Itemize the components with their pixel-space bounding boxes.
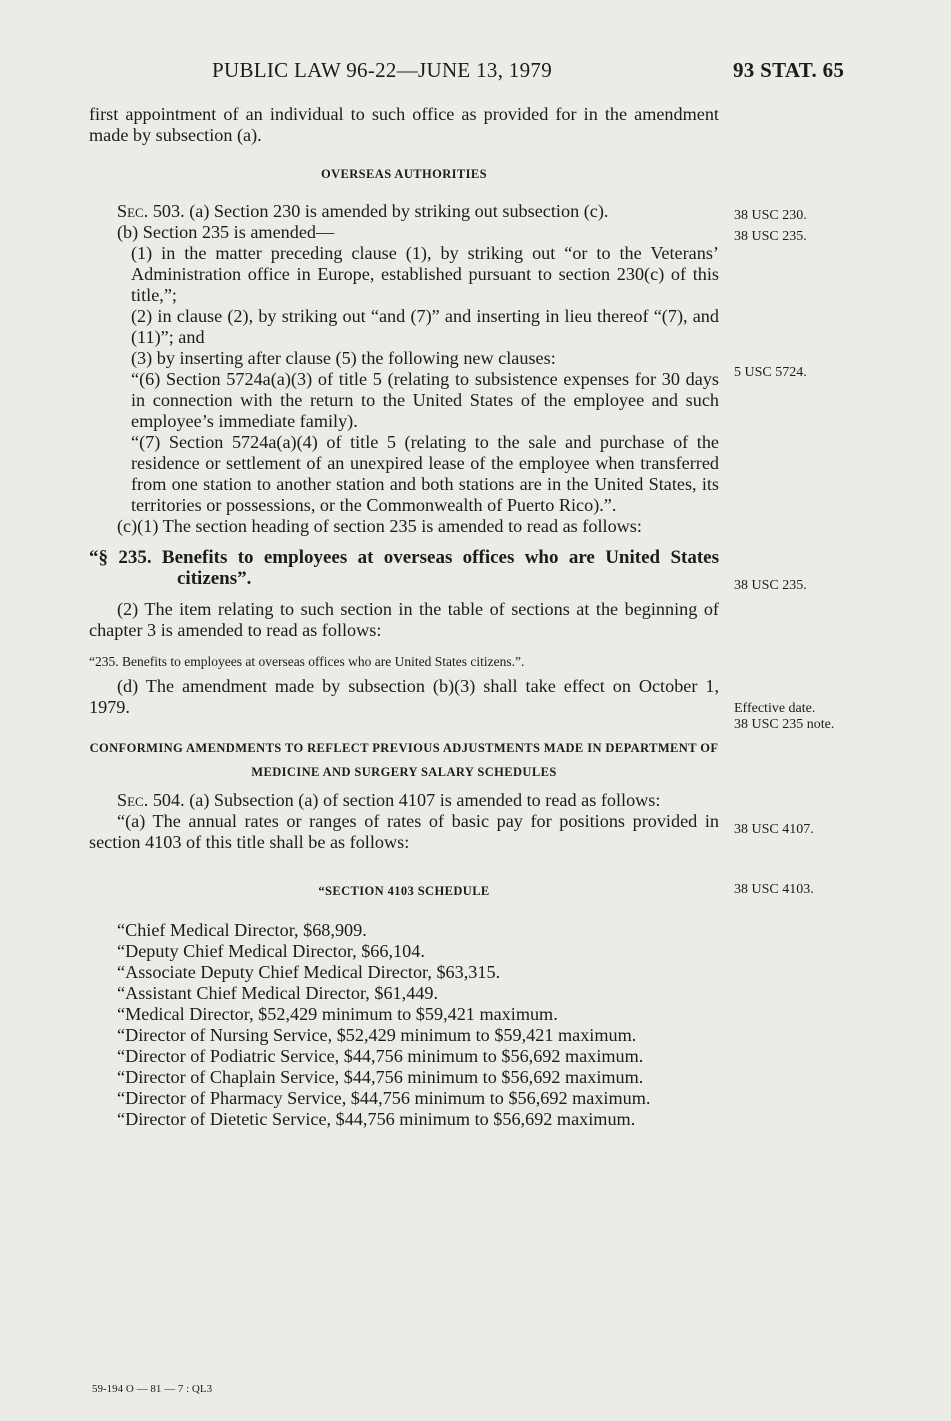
paragraph-b1 (89, 243, 719, 306)
paragraph-b3: (3) by inserting after clause (5) the following new clauses: (131, 348, 556, 368)
sidenote-38-usc-4107: 38 USC 4107. (734, 822, 814, 837)
sidenote-5-usc-5724: 5 USC 5724. (734, 365, 807, 380)
sec-504-text: . 504. (a) Subsection (a) of section 4107 is amended to read as follows: (143, 790, 661, 810)
sec-label: Sec (117, 201, 144, 221)
sidenote-38-usc-235-note: 38 USC 235 note. (734, 717, 835, 732)
salary-schedule (89, 920, 719, 1130)
paragraph-c2: (2) The item relating to such section in the table of sections at the beginning of chapter 3 is amended to read as follows: (89, 599, 719, 640)
section-heading-overseas: OVERSEAS AUTHORITIES (320, 167, 488, 181)
sidenote-38-usc-235-b: 38 USC 235. (734, 578, 807, 593)
table-of-sections-item: “235. Benefits to employees at overseas offices who are United States citizens.”. (89, 654, 525, 669)
sec-label: Sec (117, 790, 144, 810)
section-235-heading: “§ 235. Benefits to employees at overseas offices who are United States citizens”. (89, 547, 719, 589)
paragraph-c1: (c)(1) The section heading of section 235 is amended to read as follows: (117, 516, 642, 536)
paragraph-d: (d) The amendment made by subsection (b)(3) shall take effect on October 1, 1979. (89, 676, 719, 717)
sec-504-paragraph (89, 790, 719, 811)
schedule-item: “Director of Podiatric Service, $44,756 minimum to $56,692 maximum. (117, 1046, 644, 1066)
schedule-item: “Associate Deputy Chief Medical Director, $63,315. (117, 962, 501, 982)
clause-7: “(7) Section 5724a(a)(4) of title 5 (relating to the sale and purchase of the residence or settlement of an unexpired lease of the employee when transferred from one station to another station and both stations are in the United States, its territories or possessions, or the Commonwealth of Puerto Rico).”. (131, 432, 719, 515)
paragraph-b: (b) Section 235 is amended— (117, 222, 335, 242)
quoted-subsection-a: “(a) The annual rates or ranges of rates of basic pay for positions provided in section 4103 of this title shall be as follows: (89, 811, 719, 852)
section-heading-conforming: CONFORMING AMENDMENTS TO REFLECT PREVIOUS ADJUSTMENTS MADE IN DEPARTMENT OF MEDICINE AND SURGERY SALARY SCHEDULES (89, 741, 719, 779)
continuation-paragraph: first appointment of an individual to such office as provided for in the amendment made by subsection (a). (89, 104, 719, 145)
print-job-footer: 59-194 O — 81 — 7 : QL3 (92, 1383, 213, 1395)
statute-page-number: 93 STAT. 65 (733, 58, 845, 82)
sec-503-text: . 503. (a) Section 230 is amended by striking out subsection (c). (143, 201, 609, 221)
schedule-item: “Chief Medical Director, $68,909. (117, 920, 367, 940)
running-header-title: PUBLIC LAW 96-22—JUNE 13, 1979 (212, 58, 553, 82)
clause-6: “(6) Section 5724a(a)(3) of title 5 (relating to subsistence expenses for 30 days in connection with the return to the United States of the employee and such employee’s immediate family). (131, 369, 719, 431)
paragraph-b1-text: (1) in the matter preceding clause (1), by striking out “or to the Veterans’ Administration office in Europe, established pursuant to section 230(c) of this title,”; (131, 243, 719, 305)
schedule-item: “Director of Dietetic Service, $44,756 minimum to $56,692 maximum. (117, 1109, 636, 1129)
schedule-item: “Director of Nursing Service, $52,429 minimum to $59,421 maximum. (117, 1025, 637, 1045)
body-text (89, 104, 719, 1130)
schedule-heading: “SECTION 4103 SCHEDULE (318, 884, 490, 898)
sidenote-38-usc-4103: 38 USC 4103. (734, 882, 814, 897)
schedule-item: “Director of Chaplain Service, $44,756 minimum to $56,692 maximum. (117, 1067, 644, 1087)
schedule-item: “Director of Pharmacy Service, $44,756 minimum to $56,692 maximum. (117, 1088, 651, 1108)
sec-503-paragraph (89, 201, 719, 222)
sidenote-effective-date: Effective date. (734, 701, 816, 716)
sidenote-38-usc-230: 38 USC 230. (734, 208, 807, 223)
schedule-item: “Medical Director, $52,429 minimum to $59,421 maximum. (117, 1004, 558, 1024)
schedule-item: “Assistant Chief Medical Director, $61,449. (117, 983, 439, 1003)
paragraph-b2: (2) in clause (2), by striking out “and (7)” and inserting in lieu thereof “(7), and (11)”; and (131, 306, 719, 347)
sidenote-38-usc-235: 38 USC 235. (734, 229, 807, 244)
schedule-item: “Deputy Chief Medical Director, $66,104. (117, 941, 425, 961)
